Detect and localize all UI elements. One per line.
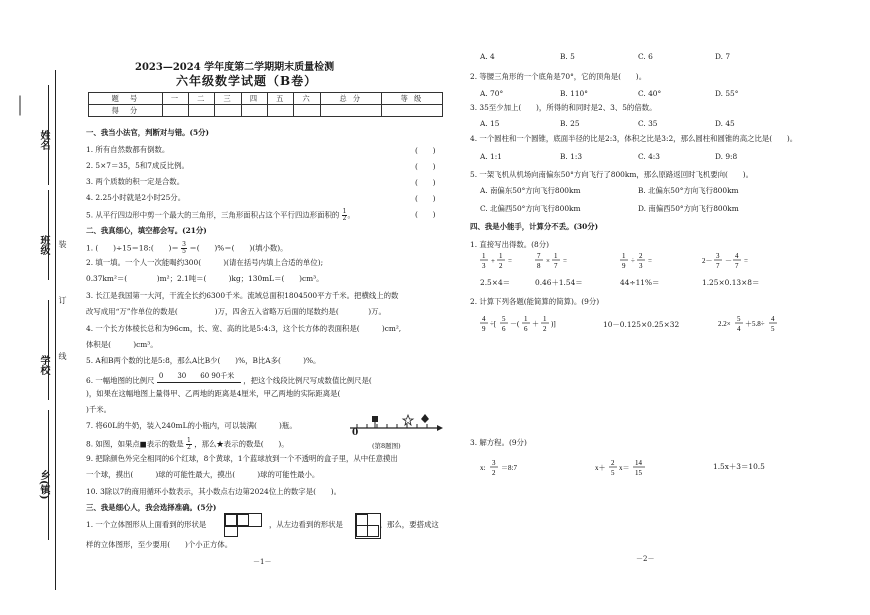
s1-item-2: 2. 5×7＝35，5和7成反比例。 xyxy=(86,161,189,170)
svg-text:4: 4 xyxy=(482,315,486,323)
svg-text:＝8:7: ＝8:7 xyxy=(501,464,517,472)
score-header-cell: 六 xyxy=(294,93,320,105)
r-q4-opt-d: D. 9:8 xyxy=(715,152,738,161)
s1-item-1: 1. 所有自然数都有倒数。 xyxy=(86,145,170,154)
s2-q5: 5. A和B两个数的比是5:8，那么A比B少( )%，B比A多( )%。 xyxy=(86,356,321,365)
s3-q1-line2: 样的立体图形，至少要用( )个小正方体。 xyxy=(86,540,233,549)
svg-text:2: 2 xyxy=(639,252,643,260)
s2-q8 xyxy=(86,438,289,451)
svg-text:5: 5 xyxy=(771,325,775,333)
calc2-heading: 2. 计算下列各题(能简算的简算)。(9分) xyxy=(470,297,600,306)
s2-q4-line1: 4. 一个长方体棱长总和为96cm，长、宽、高的比是5:4:3，这个长方体的表面积是( )cm², xyxy=(86,324,402,333)
calc1-heading: 1. 直接写出得数。(8分) xyxy=(470,240,549,249)
svg-text:1: 1 xyxy=(524,315,528,323)
svg-text:×: × xyxy=(546,257,550,265)
exam-subtitle: 六年级数学试题（B卷） xyxy=(176,74,318,88)
s2-q6-part-a: 6. 一幅地图的比例尺 xyxy=(86,376,155,385)
r-q2-opt-b: B. 110° xyxy=(560,89,588,98)
class-label: 班级 xyxy=(38,235,49,255)
svg-text:7: 7 xyxy=(716,262,720,270)
section4-heading: 四、我是小能手，计算分不丢。(30分) xyxy=(470,222,599,231)
school-underline xyxy=(48,300,49,400)
svg-text:7: 7 xyxy=(735,262,739,270)
score-header-cell: 五 xyxy=(268,93,294,105)
svg-text:8: 8 xyxy=(537,262,541,270)
svg-text:15: 15 xyxy=(635,469,642,477)
seal-line-text: 装 订 线 xyxy=(58,240,67,380)
s2-q3-line2: 改写成用“万”作单位的数是( )万，四舍五入省略万后面的尾数约是( )万。 xyxy=(86,307,386,316)
r-q3-opt-d: D. 45 xyxy=(715,119,735,128)
score-header-cell: 总 分 xyxy=(320,93,381,105)
svg-text:＋5.8÷: ＋5.8÷ xyxy=(745,320,765,328)
frac-num: 3 xyxy=(182,241,186,248)
s2-q8-part-a: 8. 如图，如果点■表示的数是 xyxy=(86,439,184,449)
score-cell[interactable] xyxy=(294,105,320,117)
svg-text:3: 3 xyxy=(639,262,643,270)
svg-text:7: 7 xyxy=(537,252,541,260)
r-q5-opt-a: A. 南偏东50°方向飞行800km xyxy=(480,186,581,195)
name-label: 姓名 xyxy=(38,130,49,150)
s2-q6-line1 xyxy=(86,372,372,386)
r-q4-opt-c: C. 4:3 xyxy=(638,152,660,161)
svg-text:1: 1 xyxy=(622,252,626,260)
svg-text:2.2×: 2.2× xyxy=(718,320,731,328)
equation-3: 1.5x＋3＝10.5 xyxy=(713,462,765,471)
svg-text:9: 9 xyxy=(482,325,486,333)
name-blank xyxy=(20,96,21,116)
s3-q1-part-c: ，那么，要搭成这 xyxy=(379,520,439,529)
score-cell[interactable] xyxy=(162,105,188,117)
score-cell[interactable] xyxy=(381,105,442,117)
s2-q1-part-b: ＝( )%＝( )(填小数)。 xyxy=(189,243,288,253)
s2-q8-part-b: ，那么★表示的数是( )。 xyxy=(194,439,289,449)
svg-text:÷: ÷ xyxy=(631,257,635,265)
svg-text:－: － xyxy=(725,257,732,265)
svg-text:－(: －( xyxy=(510,320,520,328)
r-q3: 3. 35至少加上( )，所得的和同时是2、3、5的倍数。 xyxy=(470,103,657,112)
name-underline xyxy=(48,85,49,185)
frac-den: 5 xyxy=(182,248,186,255)
svg-text:2: 2 xyxy=(492,469,496,477)
frac-den: 2 xyxy=(187,444,191,451)
svg-text:1: 1 xyxy=(482,252,486,260)
score-header-cell: 等 级 xyxy=(381,93,442,105)
equation-1 xyxy=(480,456,550,480)
r-q3-opt-b: B. 25 xyxy=(560,119,580,128)
r-q2: 2. 等腰三角形的一个底角是70°，它的顶角是( )。 xyxy=(470,72,647,81)
calc3-heading: 3. 解方程。(9分) xyxy=(470,438,527,447)
svg-text:1: 1 xyxy=(499,252,503,260)
svg-text:9: 9 xyxy=(622,262,626,270)
svg-text:4: 4 xyxy=(735,252,739,260)
svg-text:x:: x: xyxy=(480,464,486,472)
svg-text:x＋: x＋ xyxy=(595,464,606,472)
s2-q1-part-a: 1. ( )÷15＝18:( )＝ xyxy=(86,243,179,253)
calc1-row2-b: 0.46＋1.54＝ xyxy=(535,278,583,287)
svg-text:3: 3 xyxy=(492,459,496,467)
s3-q1-part-a: 1. 一个立体图形从上面看到的形状是 xyxy=(86,520,207,529)
score-cell[interactable] xyxy=(189,105,215,117)
r-q5-opt-c: C. 北偏西50°方向飞行800km xyxy=(480,204,581,213)
r-q2-opt-d: D. 55° xyxy=(715,89,739,98)
svg-text:5: 5 xyxy=(502,315,506,323)
s2-q6-line2: )，如果在这幅地图上量得甲、乙两地的距离是4厘米，甲乙两地的实际距离是( xyxy=(86,389,341,398)
r-q5: 5. 一架飞机从机场向南偏东50°方向飞行了800km，那么原路返回时飞机要向( )。 xyxy=(470,170,753,179)
s2-q2-line1: 2. 填一填。一个人一次能喝约300( )(请在括号内填上合适的单位); xyxy=(86,258,324,267)
answer-paren-1[interactable]: ( ) xyxy=(415,146,436,155)
page-number-2: －2－ xyxy=(636,555,655,563)
score-cell[interactable] xyxy=(215,105,241,117)
equation-2 xyxy=(595,456,665,480)
binding-line xyxy=(55,70,56,590)
r-q1-opt-a: A. 4 xyxy=(480,52,495,61)
s2-q2-line2: 0.37km²＝( )m²；2.1吨＝( )kg；130mL＝( )cm³。 xyxy=(86,274,324,283)
section2-heading: 二、我真细心，填空都会写。(21分) xyxy=(86,226,207,235)
calc1-row2-d: 1.25×0.13×8＝ xyxy=(702,278,760,287)
score-cell[interactable] xyxy=(320,105,381,117)
exam-title: 2023—2024 学年度第二学期期末质量检测 xyxy=(135,62,335,73)
svg-text:3: 3 xyxy=(482,262,486,270)
s2-q3-line1: 3. 长江是我国第一大河，干流全长约6300千米。流域总面积1804500平方千米。把横线上的数 xyxy=(86,291,399,300)
svg-text:2－: 2－ xyxy=(702,257,713,265)
s2-q9-line2: 一个球，摸出( )球的可能性最大，摸出( )球的可能性最小。 xyxy=(86,470,320,479)
svg-text:2: 2 xyxy=(611,459,615,467)
svg-text:6: 6 xyxy=(502,325,506,333)
calc1-row2-a: 2.5×4＝ xyxy=(480,278,511,287)
number-line xyxy=(345,410,445,440)
calc1-row1 xyxy=(480,250,780,272)
s3-q1-line1 xyxy=(86,520,439,530)
r-q4-opt-b: B. 1:3 xyxy=(560,152,583,161)
r-q2-opt-a: A. 70° xyxy=(480,89,504,98)
section3-heading: 三、我是细心人，我会选择准确。(5分) xyxy=(86,503,217,512)
class-underline xyxy=(48,190,49,280)
township-label: 乡(镇) xyxy=(38,470,49,500)
calc2-expr-b: 10－0.125×0.25×32 xyxy=(603,320,680,329)
svg-text:2: 2 xyxy=(499,262,503,270)
r-q1-opt-d: D. 7 xyxy=(715,52,731,61)
s1-item-5-text: 5. 从平行四边形中剪一个最大的三角形，三角形面积占这个平行四边形面积的 xyxy=(86,210,340,220)
section1-heading: 一、我当小法官，判断对与错。(5分) xyxy=(86,128,209,137)
r-q5-opt-d: D. 南偏西50°方向飞行800km xyxy=(638,204,739,213)
r-q1-opt-c: C. 6 xyxy=(638,52,653,61)
svg-text:6: 6 xyxy=(524,325,528,333)
answer-paren-4[interactable]: ( ) xyxy=(415,194,436,203)
score-cell[interactable] xyxy=(268,105,294,117)
s1-item-3: 3. 两个质数的积一定是合数。 xyxy=(86,177,185,186)
score-header-cell: 一 xyxy=(162,93,188,105)
s2-q6-line3: )千米。 xyxy=(86,405,112,414)
calc1-row2-c: 44÷11%＝ xyxy=(620,278,660,287)
svg-text:2: 2 xyxy=(543,325,547,333)
s2-q6-part-b: ，把这个线段比例尺写成数值比例尺是( xyxy=(243,376,372,385)
svg-text:5: 5 xyxy=(737,315,741,323)
s1-item-4: 4. 2.25小时就是2小时25分。 xyxy=(86,193,186,202)
svg-text:)]: )] xyxy=(551,320,556,328)
fraction-three-fifths xyxy=(181,242,187,255)
svg-text:＋: ＋ xyxy=(532,320,539,328)
frac-num: 1 xyxy=(187,437,191,444)
svg-text:5: 5 xyxy=(611,469,615,477)
svg-text:1: 1 xyxy=(554,252,558,260)
svg-text:4: 4 xyxy=(737,325,741,333)
s2-q7: 7. 将60L的牛奶，装入240mL的小瓶内，可以装满( )瓶。 xyxy=(86,421,297,430)
svg-text:7: 7 xyxy=(554,262,558,270)
calc2-expr-c xyxy=(718,312,788,336)
s1-item-5: 5. 从平行四边形中剪一个最大的三角形，三角形面积占这个平行四边形面积的 $\frac{1}{2}$ 。 xyxy=(86,208,355,222)
svg-text:3: 3 xyxy=(716,252,720,260)
r-q3-opt-c: C. 35 xyxy=(638,119,658,128)
school-label: 学校 xyxy=(38,355,49,375)
r-q1-opt-b: B. 5 xyxy=(560,52,575,61)
score-header-row xyxy=(89,93,443,105)
figure-caption: (第8题图) xyxy=(372,442,401,450)
score-cell[interactable] xyxy=(241,105,267,117)
s2-q4-line2: 体积是( )cm³。 xyxy=(86,340,158,349)
scale-numbers: 0 30 60 90千米 xyxy=(158,372,235,380)
calc2-expr-a xyxy=(480,312,570,336)
answer-paren-2[interactable]: ( ) xyxy=(415,162,436,171)
score-value-row xyxy=(89,105,443,117)
svg-text:x＝: x＝ xyxy=(619,464,630,472)
s2-q1 xyxy=(86,242,288,255)
svg-text:=: = xyxy=(744,257,748,265)
answer-paren-5[interactable]: ( ) xyxy=(415,210,436,219)
score-header-cell: 二 xyxy=(189,93,215,105)
scale-bar xyxy=(157,372,241,383)
r-q2-opt-c: C. 40° xyxy=(638,89,662,98)
township-underline xyxy=(48,410,49,540)
score-header-cell: 题 号 xyxy=(89,93,163,105)
svg-text:1: 1 xyxy=(543,315,547,323)
score-label-cell: 得 分 xyxy=(89,105,163,117)
svg-text:=: = xyxy=(563,257,567,265)
left-view-shape xyxy=(355,513,381,539)
s3-q1-part-b: ，从左边看到的形状是 xyxy=(268,520,343,529)
svg-text:÷[: ÷[ xyxy=(490,320,497,328)
svg-text:=: = xyxy=(508,257,512,265)
score-header-cell: 三 xyxy=(215,93,241,105)
s2-q9-line1: 9. 把除颜色外完全相同的6个红球，8个黄球，1个蓝球放到一个不透明的盒子里，从中任意摸出 xyxy=(86,454,398,463)
svg-text:+: + xyxy=(491,257,495,265)
answer-paren-3[interactable]: ( ) xyxy=(415,178,436,187)
frac-den: 2 xyxy=(342,215,347,222)
svg-text:14: 14 xyxy=(635,459,642,467)
r-q3-opt-a: A. 15 xyxy=(480,119,500,128)
r-q4-opt-a: A. 1:1 xyxy=(480,152,502,161)
r-q4: 4. 一个圆柱和一个圆锥，底面半径的比是2:3，体积之比是3:2，那么圆柱和圆锥的高之比是( )。 xyxy=(470,134,798,143)
svg-text:4: 4 xyxy=(771,315,775,323)
frac-num: 1 xyxy=(342,208,347,215)
svg-text:=: = xyxy=(648,257,652,265)
score-table xyxy=(88,92,443,117)
fraction-half xyxy=(342,209,348,222)
score-header-cell: 四 xyxy=(241,93,267,105)
top-view-shape-lower xyxy=(224,525,238,537)
fraction-half-q8 xyxy=(186,438,192,451)
number-line-zero: 0 xyxy=(352,428,359,438)
page-number-1: －1－ xyxy=(253,558,272,566)
r-q5-opt-b: B. 北偏东50°方向飞行800km xyxy=(638,186,739,195)
s2-q10: 10. 3除以7的商用循环小数表示，其小数点右边第2024位上的数字是( )。 xyxy=(86,487,342,496)
